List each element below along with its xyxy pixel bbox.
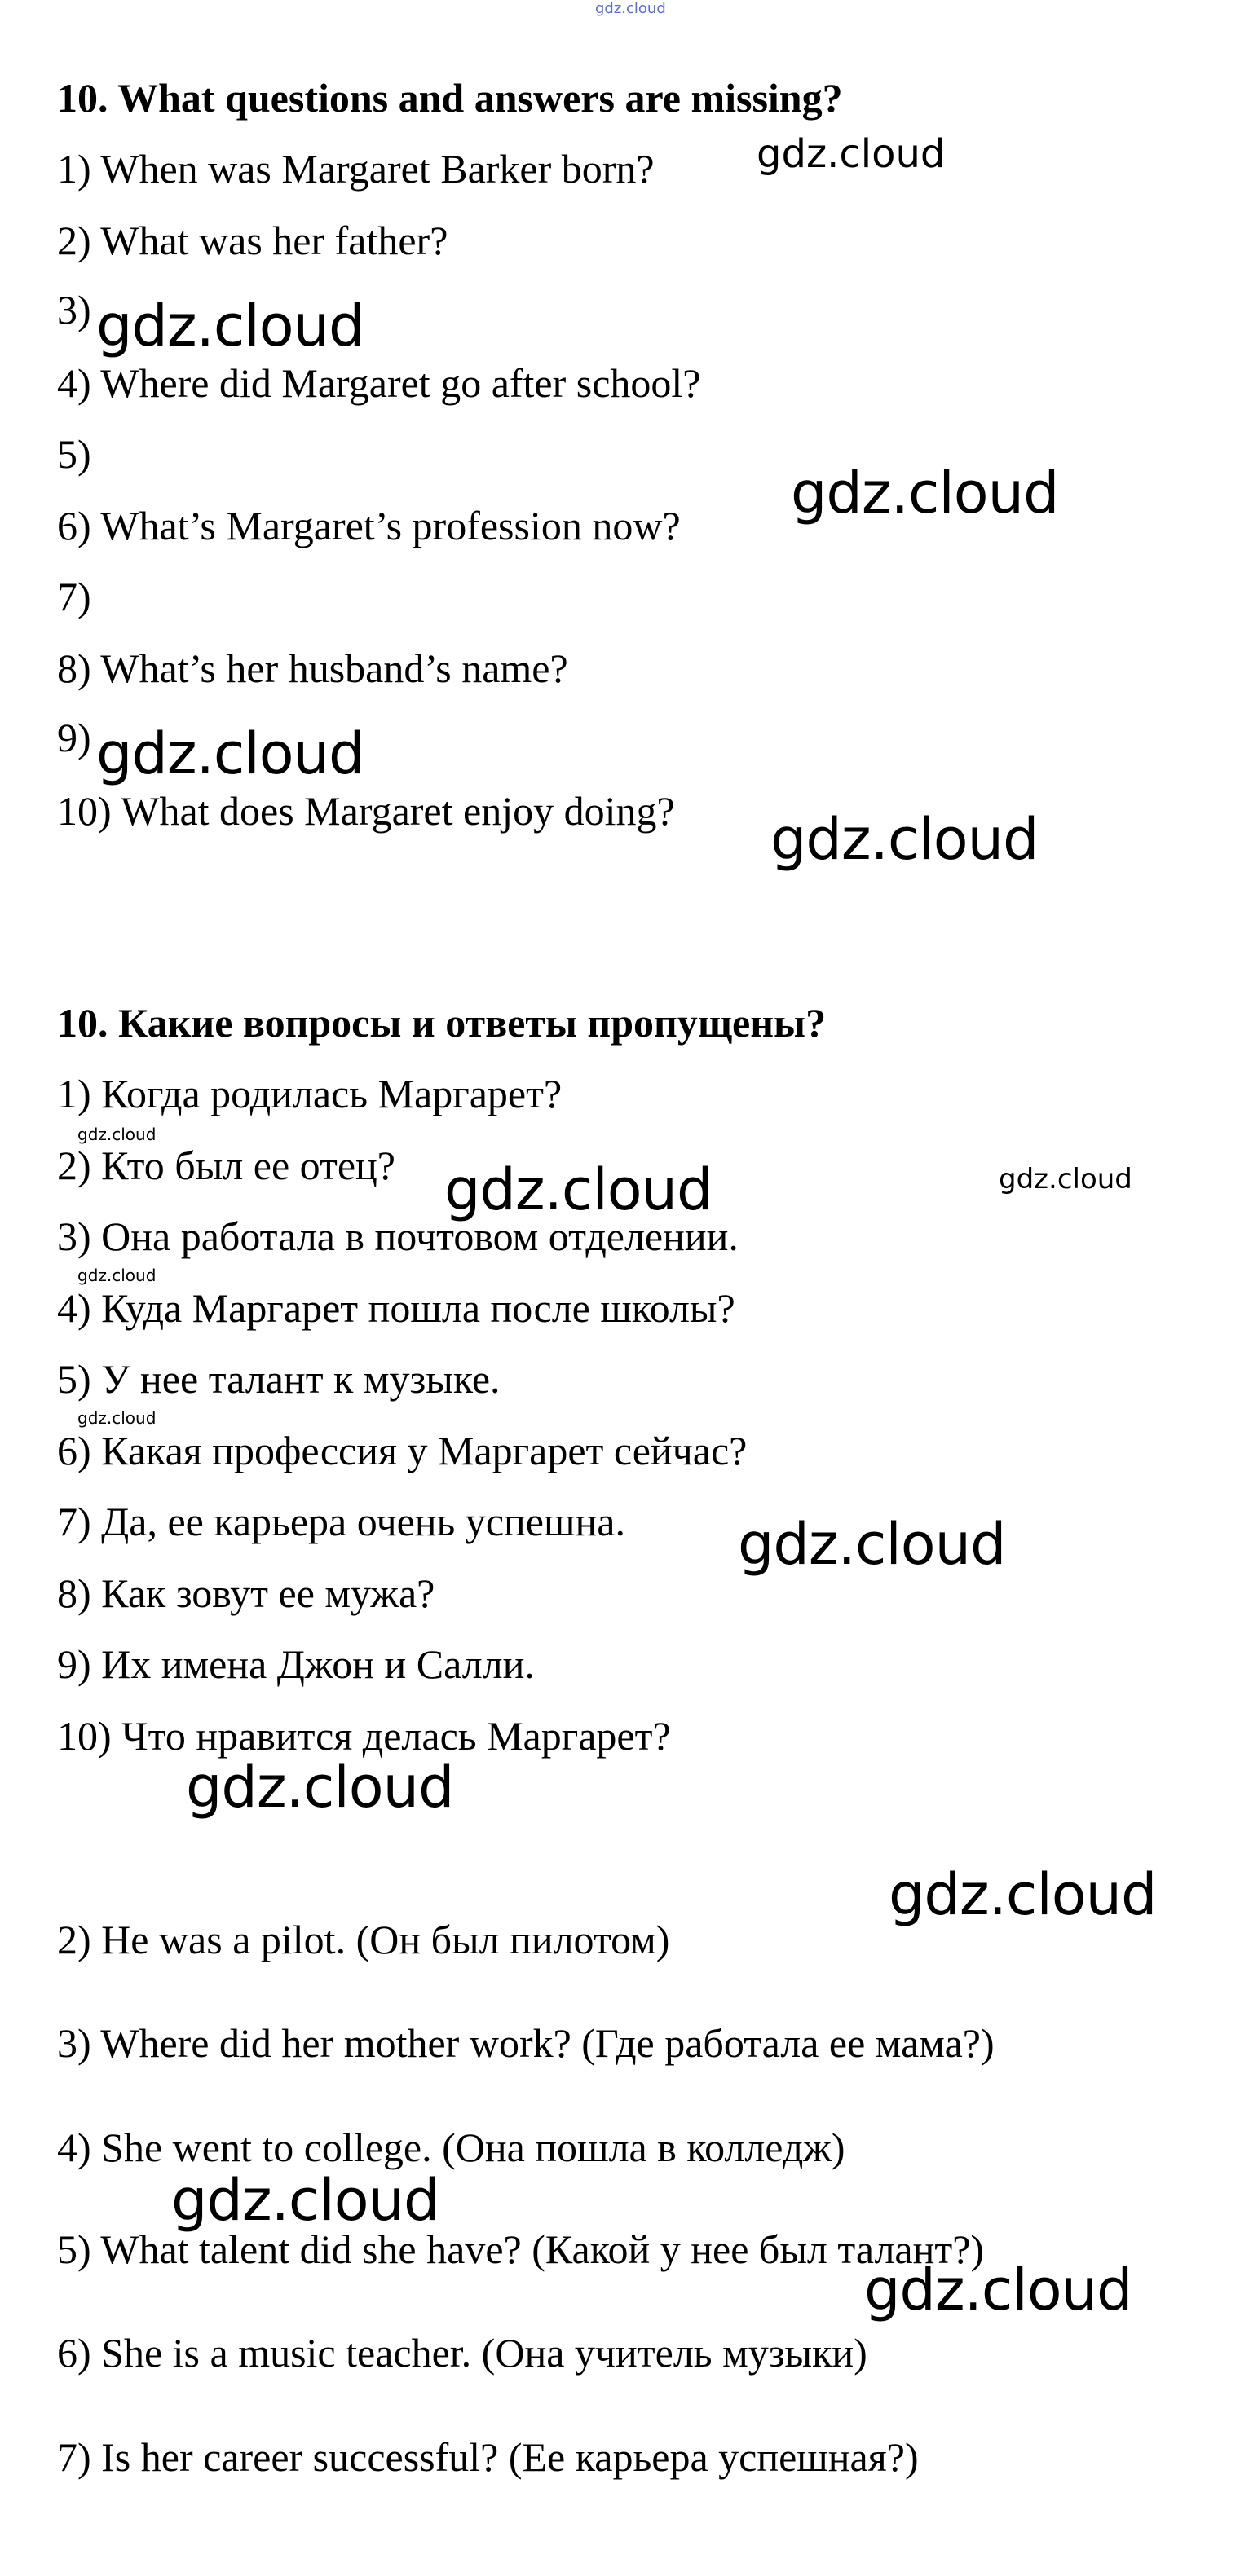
russian-item-10: 10) Что нравится делась Маргарет? xyxy=(57,1713,671,1759)
watermark: gdz.cloud xyxy=(757,131,946,177)
watermark: gdz.cloud xyxy=(889,1861,1157,1928)
watermark: gdz.cloud xyxy=(77,1408,157,1428)
english-item-7: 7) xyxy=(57,574,91,619)
russian-item-8: 8) Как зовут ее мужа? xyxy=(57,1570,435,1616)
english-heading: 10. What questions and answers are missing? xyxy=(57,75,843,121)
english-item-1: 1) When was Margaret Barker born? xyxy=(57,146,655,192)
watermark: gdz.cloud xyxy=(791,460,1059,526)
watermark: gdz.cloud xyxy=(96,720,364,787)
russian-item-1: 1) Когда родилась Маргарет? xyxy=(57,1071,563,1116)
russian-item-9: 9) Их имена Джон и Салли. xyxy=(57,1641,535,1687)
watermark: gdz.cloud xyxy=(595,0,666,17)
answer-6: 6) She is a music teacher. (Она учитель музыки) xyxy=(57,2330,867,2376)
watermark: gdz.cloud xyxy=(864,2257,1132,2323)
watermark: gdz.cloud xyxy=(77,1125,157,1144)
watermark: gdz.cloud xyxy=(738,1511,1006,1578)
russian-item-6: 6) Какая профессия у Маргарет сейчас? xyxy=(57,1428,748,1473)
russian-item-5: 5) У нее талант к музыке. xyxy=(57,1356,501,1402)
english-item-9: 9) xyxy=(57,715,91,760)
watermark: gdz.cloud xyxy=(96,293,364,359)
russian-item-2: 2) Кто был ее отец? xyxy=(57,1143,395,1188)
english-item-5: 5) xyxy=(57,431,91,477)
english-item-8: 8) What’s her husband’s name? xyxy=(57,645,568,691)
answer-4: 4) She went to college. (Она пошла в колледж) xyxy=(57,2125,845,2170)
english-item-2: 2) What was her father? xyxy=(57,218,448,263)
english-item-10: 10) What does Margaret enjoy doing? xyxy=(57,788,675,834)
answer-5: 5) What talent did she have? (Какой у нее был талант?) xyxy=(57,2226,985,2272)
english-item-3: 3) xyxy=(57,287,91,332)
watermark: gdz.cloud xyxy=(171,2167,439,2234)
watermark: gdz.cloud xyxy=(186,1754,454,1821)
watermark: gdz.cloud xyxy=(444,1156,713,1223)
english-item-4: 4) Where did Margaret go after school? xyxy=(57,360,701,406)
russian-item-4: 4) Куда Маргарет пошла после школы? xyxy=(57,1285,735,1331)
answer-7: 7) Is her career successful? (Ее карьера успешная?) xyxy=(57,2434,919,2480)
russian-item-3: 3) Она работала в почтовом отделении. xyxy=(57,1213,739,1259)
answer-2: 2) He was a pilot. (Он был пилотом) xyxy=(57,1917,670,1962)
english-item-6: 6) What’s Margaret’s profession now? xyxy=(57,503,681,548)
russian-heading: 10. Какие вопросы и ответы пропущены? xyxy=(57,1000,827,1046)
watermark: gdz.cloud xyxy=(999,1163,1132,1196)
watermark: gdz.cloud xyxy=(77,1266,157,1285)
watermark: gdz.cloud xyxy=(770,806,1039,873)
russian-item-7: 7) Да, ее карьера очень успешна. xyxy=(57,1499,625,1544)
answer-3: 3) Where did her mother work? (Где работала ее мама?) xyxy=(57,2020,995,2066)
